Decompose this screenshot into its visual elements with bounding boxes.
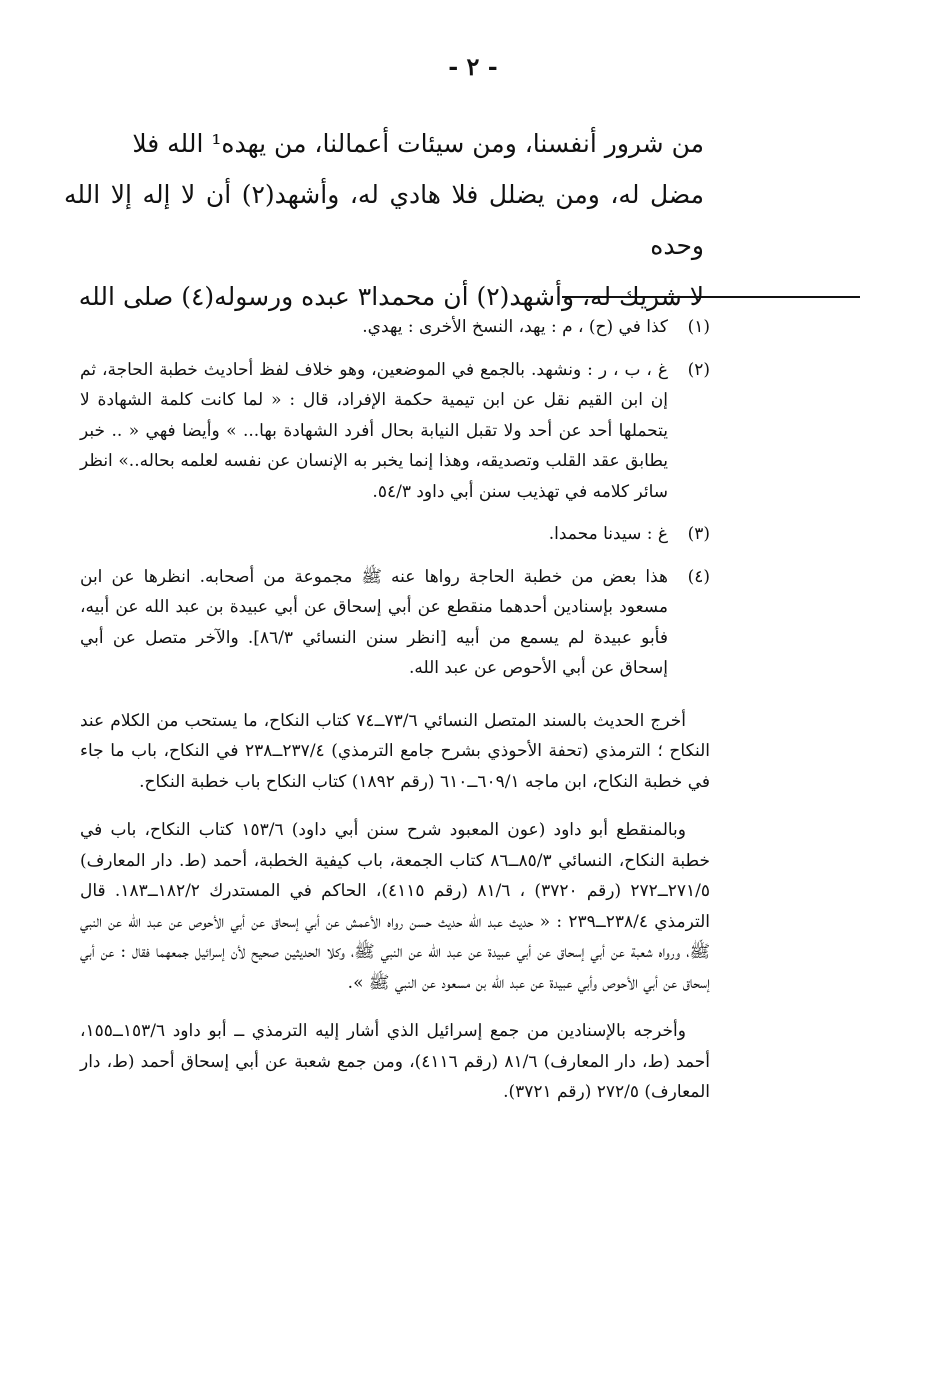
footnote-number: (٢) (687, 359, 710, 380)
footnote-text: هذا بعض من خطبة الحاجة رواها عنه ﷺ مجموعة من أصحابه. انظرها عن ابن مسعود بإسنادين أحدهما منقطع عن أبي إسحاق عن أبي عبيدة بن عبد الله عن أبيه، فأبو عبيدة لم يسمع من أبيه [انظر سنن النسائي ٨٦/٣]. والآخر متصل عن أبي إسحاق عن أبي الأحوص عن عبد الله. (80, 566, 668, 678)
main-text (64, 118, 704, 322)
page-number: - ٢ - (448, 52, 498, 81)
footnote (80, 355, 710, 508)
footnote-paragraph: وبالمنقطع أبو داود (عون المعبود شرح سنن أبي داود) ١٥٣/٦ كتاب النكاح، باب في خطبة النكاح، النسائي ٨٥/٣ــ٨٦ كتاب الجمعة، باب كيفية الخطبة، أحمد (ط. دار المعارف) ٢٧١/٥ــ٢٧٢ (رقم ٣٧٢٠) ، ٨١/٦ (رقم ٤١١٥)، الحاكم في المستدرك ١٨٢/٢ــ١٨٣. قال الترمذي ٢٣٨/٤ــ٢٣٩ : « حديث عبد الله حديث حسن رواه الأعمش عن أبي إسحاق عن أبي الأحوص عن عبد الله عن النبي ﷺ، ورواه شعبة عن أبي إسحاق عن أبي عبيدة عن عبد الله عن النبي ﷺ، وكلا الحديثين صحيح لأن إسرائيل جمعهما فقال : عن أبي إسحاق عن أبي الأحوص وأبي عبيدة عن عبد الله بن مسعود عن النبي ﷺ ». (80, 820, 711, 993)
footnote-text: كذا في (ح) ، م : يهد، النسخ الأخرى : يهدي. (362, 317, 668, 337)
footnote (80, 312, 710, 343)
main-text-line: مضل له، ومن يضلل فلا هادي له، وأشهد(٢) أن لا إله إلا الله وحده (64, 180, 704, 260)
footnote-number: (١) (687, 317, 710, 337)
footnote (80, 519, 710, 550)
footnote-number: (٣) (687, 524, 710, 544)
footnote (80, 562, 710, 684)
footnote-number: (٤) (687, 566, 710, 587)
footnotes-section (80, 312, 710, 1126)
main-text-line: من شرور أنفسنا، ومن سيئات أعمالنا، من يهده¹ الله فلا (132, 129, 704, 158)
footnote-text: غ : سيدنا محمدا. (548, 524, 668, 544)
footnote-paragraph: وأخرجه بالإسنادين من جمع إسرائيل الذي أشار إليه الترمذي ــ أبو داود ١٥٣/٦ــ١٥٥، أحمد (ط، دار المعارف) ٨١/٦ (رقم ٤١١٦)، ومن جمع شعبة عن أبي إسحاق أحمد (ط، دار المعارف) ٢٧٢/٥ (رقم ٣٧٢١). (80, 1021, 710, 1102)
footnote-text: غ ، ب ، ر : ونشهد. بالجمع في الموضعين، وهو خلاف لفظ أحاديث خطبة الحاجة، ثم إن ابن القيم نقل عن ابن تيمية حكمة الإفراد، قال : « لما كانت كلمة الشهادة لا يتحملها أحد عن أحد ولا تقبل النيابة بحال أفرد الشهادة بها... » وأيضا فهي « .. خبر يطابق عقد القلب وتصديقه، وهذا إنما يخبر به الإنسان عن نفسه لعلمه بحاله..» انظر سائر كلامه في تهذيب سنن أبي داود ٥٤/٣. (80, 359, 668, 502)
main-text-line: لا شريك له، وأشهد(٢) أن محمدا٣ عبده ورسوله(٤) صلى الله (78, 282, 704, 311)
footnote-paragraph: أخرج الحديث بالسند المتصل النسائي ٧٣/٦ــ٧٤ كتاب النكاح، ما يستحب من الكلام عند النكاح ؛ الترمذي (تحفة الأحوذي بشرح جامع الترمذي) ٢٣٧/٤ــ٢٣٨ في النكاح، باب ما جاء في خطبة النكاح، ابن ماجه ٦٠٩/١ــ٦١٠ (رقم ١٨٩٢) كتاب النكاح باب خطبة النكاح. (80, 710, 710, 792)
footnote-separator (562, 296, 860, 298)
